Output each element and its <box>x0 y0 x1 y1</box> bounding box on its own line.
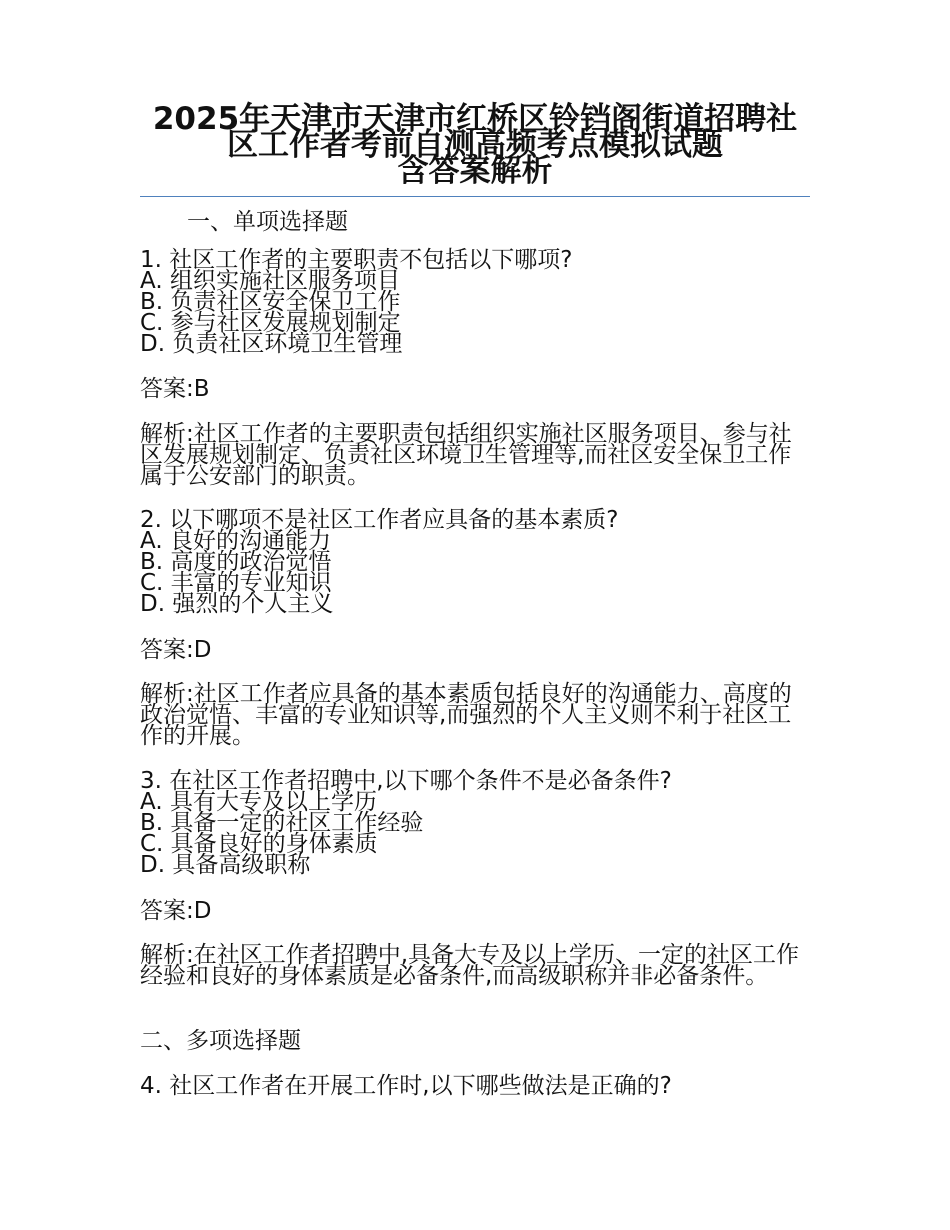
title-line-1: 2025年天津市天津市红桥区铃铛阁街道招聘社区工作者考前自测高频考点模拟试题 <box>152 101 798 163</box>
option-a: A. 组织实施社区服务项目 <box>140 268 400 294</box>
option-d: D. 强烈的个人主义 <box>140 591 334 617</box>
option-b: B. 负责社区安全保卫工作 <box>140 289 401 315</box>
explanation-3: 解析:在社区工作者招聘中,具备大专及以上学历、一定的社区工作经验和良好的身体素质是必备条件,而高级职称并非必备条件。 <box>140 942 800 989</box>
answer-3: 答案:D <box>140 898 212 924</box>
document-header <box>140 100 810 197</box>
option-c: C. 具备良好的身体素质 <box>140 831 378 857</box>
question-2 <box>140 507 810 617</box>
option-c: C. 丰富的专业知识 <box>140 570 332 596</box>
option-d: D. 负责社区环境卫生管理 <box>140 331 403 357</box>
section-heading-multiple-choice: 二、多项选择题 <box>140 1028 301 1054</box>
section-heading-single-choice: 一、单项选择题 <box>187 209 348 235</box>
option-d: D. 具备高级职称 <box>140 852 311 878</box>
option-c: C. 参与社区发展规划制定 <box>140 310 401 336</box>
question-4-stem: 4. 社区工作者在开展工作时,以下哪些做法是正确的? <box>140 1073 672 1099</box>
title-line-2: 含答案解析 <box>397 153 553 189</box>
document-title <box>140 100 810 189</box>
option-a: A. 具有大专及以上学历 <box>140 789 377 815</box>
option-a: A. 良好的沟通能力 <box>140 528 331 554</box>
explanation-2: 解析:社区工作者应具备的基本素质包括良好的沟通能力、高度的政治觉悟、丰富的专业知识等,而强烈的个人主义则不利于社区工作的开展。 <box>140 681 792 749</box>
question-3 <box>140 768 810 878</box>
answer-1: 答案:B <box>140 376 210 402</box>
question-stem: 3. 在社区工作者招聘中,以下哪个条件不是必备条件? <box>140 768 672 794</box>
question-stem: 2. 以下哪项不是社区工作者应具备的基本素质? <box>140 507 619 533</box>
explanation-1: 解析:社区工作者的主要职责包括组织实施社区服务项目、参与社区发展规划制定、负责社区环境卫生管理等,而社区安全保卫工作属于公安部门的职责。 <box>140 421 792 489</box>
title-divider <box>140 196 810 197</box>
question-1 <box>140 247 810 357</box>
answer-2: 答案:D <box>140 637 212 663</box>
option-b: B. 高度的政治觉悟 <box>140 549 332 575</box>
question-stem: 1. 社区工作者的主要职责不包括以下哪项? <box>140 247 573 273</box>
option-b: B. 具备一定的社区工作经验 <box>140 810 424 836</box>
